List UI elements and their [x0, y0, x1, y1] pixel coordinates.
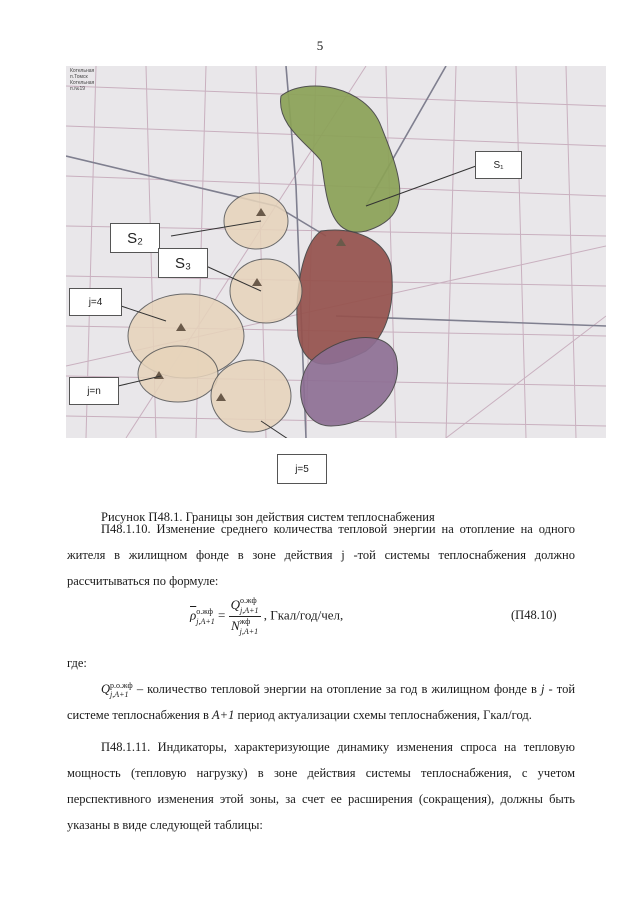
- callout-s3: S₃: [158, 248, 208, 278]
- callout-jn: j=n: [69, 377, 119, 405]
- map-corner-legend: [70, 68, 94, 92]
- legend-line: Котельная: [70, 68, 95, 74]
- formula-number: (П48.10): [511, 608, 557, 622]
- formula-denominator: N жф j,A+1: [230, 617, 259, 636]
- heat-supply-zones-map: [66, 66, 606, 438]
- formula-fraction: [229, 596, 261, 637]
- where-label: где:: [67, 656, 87, 670]
- formula-p48-10: ρ о.жф j,A+1 = Q о.жф j,A+1 N жф j,A+1 , Гкал/год/чел,: [190, 596, 344, 636]
- definition-paragraph: Q р.о.жф j,A+1 – количество тепловой энергии на отопление за год в жилищном фонде в j - той системе теплоснабжения в A+1 период актуализации схемы теплоснабжения, Гкал/год.: [67, 681, 576, 722]
- zone-j5: [211, 360, 291, 432]
- formula-numerator: Q о.жф j,A+1: [230, 596, 259, 615]
- legend-line: п.Томск: [70, 74, 88, 80]
- formula-lhs-indices: о.жф j,A+1: [196, 606, 215, 626]
- callout-j5: j=5: [277, 454, 327, 484]
- callout-j4: j=4: [69, 288, 122, 316]
- paragraph-48-1-10: П48.1.10. Изменение среднего количества тепловой энергии на отопление на одного жителя в жилищном фонде в зоне действия j -той системы теплоснабжения должно рассчитываться по формуле:: [67, 522, 575, 588]
- callout-s2: S₂: [110, 223, 160, 253]
- legend-line: Котельная: [70, 80, 95, 86]
- figure-caption: Рисунок П48.1. Границы зон действия систем теплоснабжения: [101, 510, 435, 524]
- zone-s3: [230, 259, 302, 323]
- page-number: 5: [316, 38, 324, 53]
- paragraph-48-1-11: П48.1.11. Индикаторы, характеризующие динамику изменения спроса на тепловую мощность (тепловую нагрузку) в зоне действия системы теплоснабжения, с учетом перспективного изменения этой зоны, за счет ее расширения (сокращения), должны быть указаны в виде следующей таблицы:: [67, 740, 575, 832]
- callout-s1: S₁: [475, 151, 522, 179]
- formula-lhs: ρ: [190, 607, 197, 623]
- legend-line: п.№19: [70, 86, 86, 92]
- zone-s2: [224, 193, 288, 249]
- zone-s1: [281, 86, 400, 232]
- zone-jn: [138, 346, 218, 402]
- formula-units: , Гкал/год/чел,: [263, 607, 344, 623]
